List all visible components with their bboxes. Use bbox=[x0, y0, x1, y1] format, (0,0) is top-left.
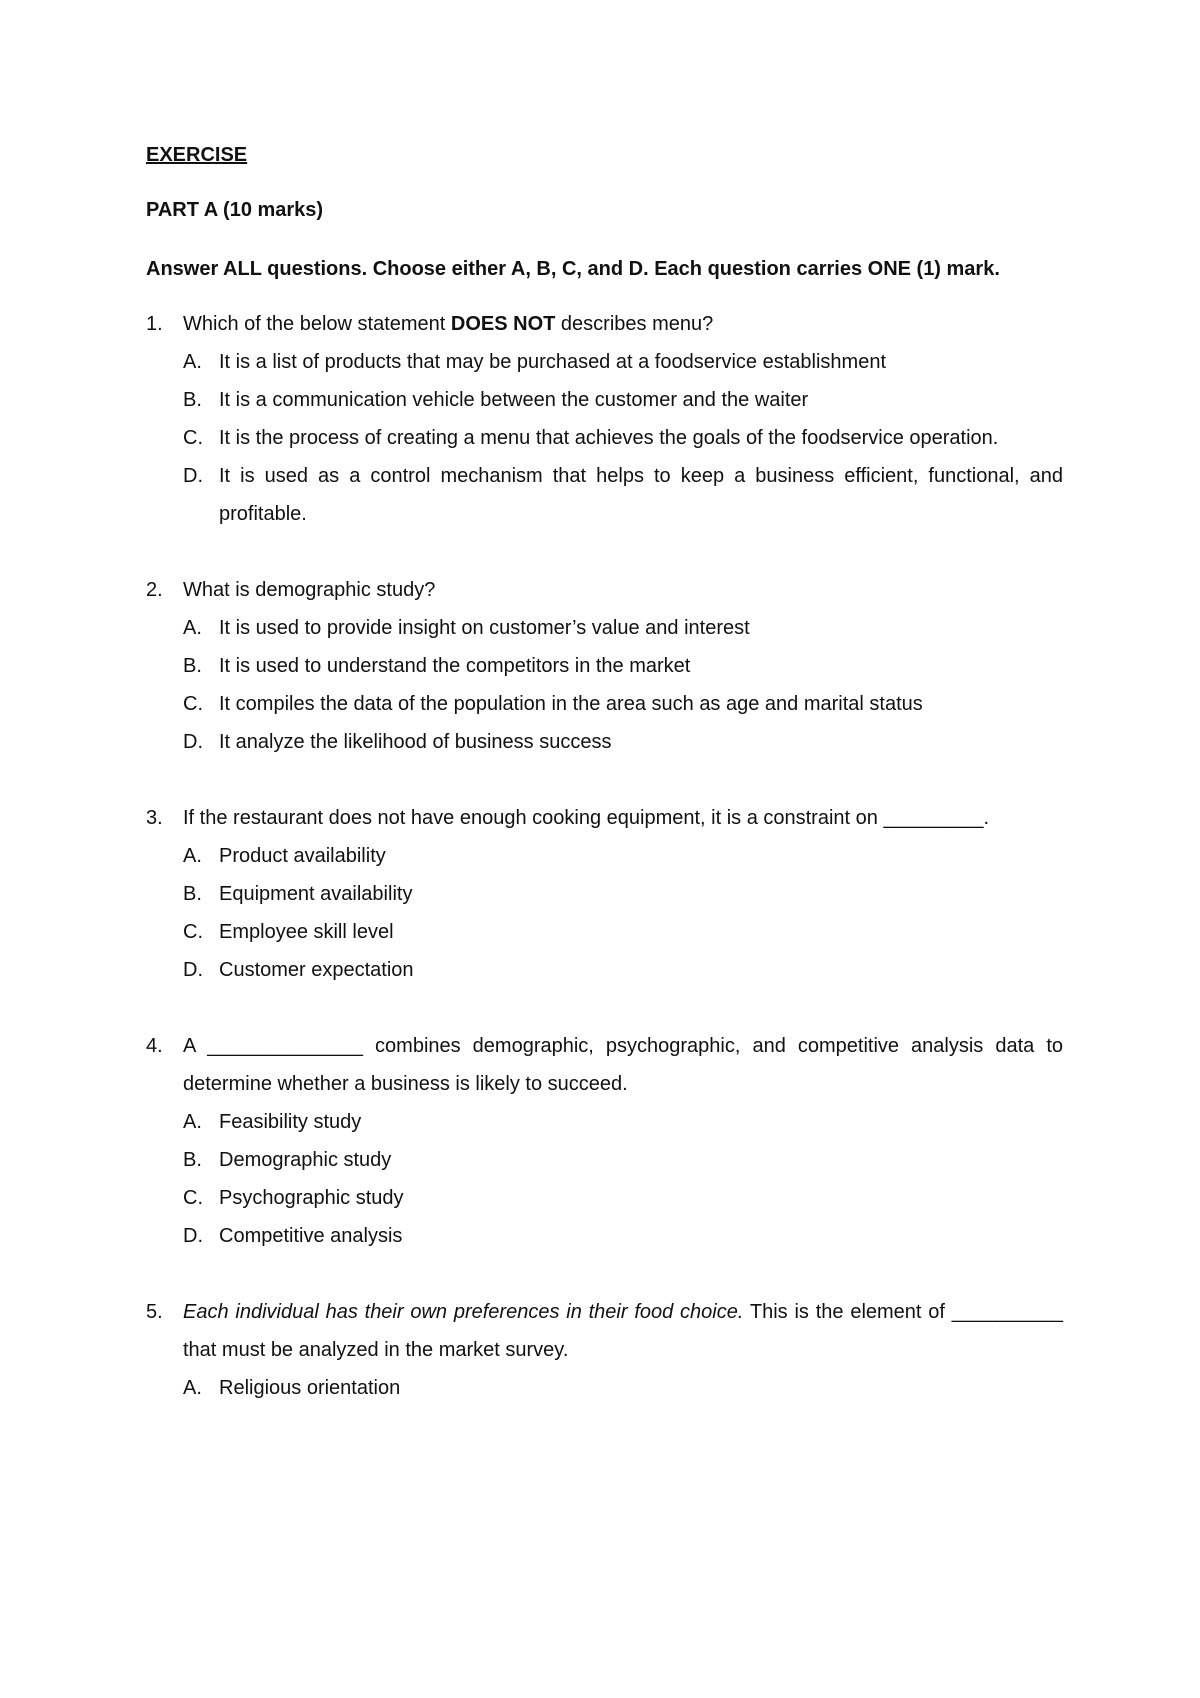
question-1 bbox=[146, 305, 1063, 533]
section-heading: PART A (10 marks) bbox=[146, 199, 324, 221]
option-letter: B. bbox=[183, 883, 202, 905]
option-letter: D. bbox=[183, 1225, 203, 1247]
question-text bbox=[183, 1293, 1063, 1369]
question-text-part: This is the element of __________ that must be analyzed in the market survey. bbox=[183, 1301, 1063, 1361]
question-text-part: describes menu? bbox=[555, 313, 714, 335]
question-4 bbox=[146, 1027, 1063, 1255]
question-stem bbox=[146, 1293, 1063, 1369]
question-number: 4. bbox=[146, 1035, 163, 1057]
option-text: It is used to understand the competitors in the market bbox=[219, 655, 691, 677]
question-emphasis: Each individual has their own preferences in their food choice. bbox=[183, 1301, 744, 1323]
question-text: If the restaurant does not have enough cooking equipment, it is a constraint on _________. bbox=[183, 807, 990, 829]
option-letter: C. bbox=[183, 693, 203, 715]
option-a bbox=[183, 609, 1063, 647]
page-title: EXERCISE bbox=[146, 144, 248, 166]
option-text: It is a list of products that may be purchased at a foodservice establishment bbox=[219, 351, 887, 373]
option-a bbox=[183, 1103, 1063, 1141]
option-text: It is used to provide insight on customer’s value and interest bbox=[219, 617, 750, 639]
option-letter: A. bbox=[183, 351, 202, 373]
option-text: Customer expectation bbox=[219, 959, 414, 981]
question-2 bbox=[146, 571, 1063, 761]
option-text: Employee skill level bbox=[219, 921, 394, 943]
option-letter: D. bbox=[183, 731, 203, 753]
option-a bbox=[183, 343, 1063, 381]
question-text-part: Which of the below statement bbox=[183, 313, 451, 335]
document-page bbox=[146, 140, 1063, 1445]
option-text: It is a communication vehicle between the customer and the waiter bbox=[219, 389, 809, 411]
question-stem bbox=[146, 799, 1063, 837]
option-c bbox=[183, 685, 1063, 723]
option-text: Demographic study bbox=[219, 1149, 392, 1171]
option-text: It is used as a control mechanism that helps to keep a business efficient, functional, and profitable. bbox=[219, 465, 1063, 525]
option-b bbox=[183, 381, 1063, 419]
option-d bbox=[183, 723, 1063, 761]
question-text: A ______________ combines demographic, psychographic, and competitive analysis data to determine whether a business is likely to succeed. bbox=[183, 1035, 1063, 1095]
option-letter: C. bbox=[183, 427, 203, 449]
option-text: Competitive analysis bbox=[219, 1225, 403, 1247]
option-d bbox=[183, 951, 1063, 989]
question-stem bbox=[146, 1027, 1063, 1103]
option-text: Product availability bbox=[219, 845, 386, 867]
option-letter: B. bbox=[183, 655, 202, 677]
option-c bbox=[183, 913, 1063, 951]
question-3 bbox=[146, 799, 1063, 989]
option-letter: A. bbox=[183, 617, 202, 639]
option-text: Psychographic study bbox=[219, 1187, 404, 1209]
option-d bbox=[183, 1217, 1063, 1255]
option-text: Religious orientation bbox=[219, 1377, 401, 1399]
option-letter: D. bbox=[183, 959, 203, 981]
option-b bbox=[183, 1141, 1063, 1179]
option-letter: C. bbox=[183, 921, 203, 943]
question-5 bbox=[146, 1293, 1063, 1407]
option-letter: A. bbox=[183, 1377, 202, 1399]
option-c bbox=[183, 419, 1063, 457]
option-b bbox=[183, 647, 1063, 685]
option-letter: A. bbox=[183, 1111, 202, 1133]
question-number: 5. bbox=[146, 1301, 163, 1323]
option-a bbox=[183, 837, 1063, 875]
option-text: Equipment availability bbox=[219, 883, 413, 905]
option-letter: A. bbox=[183, 845, 202, 867]
option-letter: D. bbox=[183, 465, 203, 487]
question-emphasis: DOES NOT bbox=[450, 313, 556, 335]
option-letter: C. bbox=[183, 1187, 203, 1209]
option-c bbox=[183, 1179, 1063, 1217]
question-stem bbox=[146, 305, 1063, 343]
option-letter: B. bbox=[183, 389, 202, 411]
option-d bbox=[183, 457, 1063, 533]
option-b bbox=[183, 875, 1063, 913]
option-text: Feasibility study bbox=[219, 1111, 362, 1133]
option-text: It is the process of creating a menu that achieves the goals of the foodservice operation. bbox=[219, 427, 999, 449]
question-number: 1. bbox=[146, 313, 163, 335]
instructions: Answer ALL questions. Choose either A, B, C, and D. Each question carries ONE (1) mark. bbox=[146, 258, 1000, 280]
question-number: 3. bbox=[146, 807, 163, 829]
question-text bbox=[183, 305, 1063, 343]
question-text: What is demographic study? bbox=[183, 579, 436, 601]
option-a bbox=[183, 1369, 1063, 1407]
question-stem bbox=[146, 571, 1063, 609]
question-number: 2. bbox=[146, 579, 163, 601]
option-text: It compiles the data of the population in the area such as age and marital status bbox=[219, 693, 923, 715]
option-letter: B. bbox=[183, 1149, 202, 1171]
option-text: It analyze the likelihood of business success bbox=[219, 731, 612, 753]
